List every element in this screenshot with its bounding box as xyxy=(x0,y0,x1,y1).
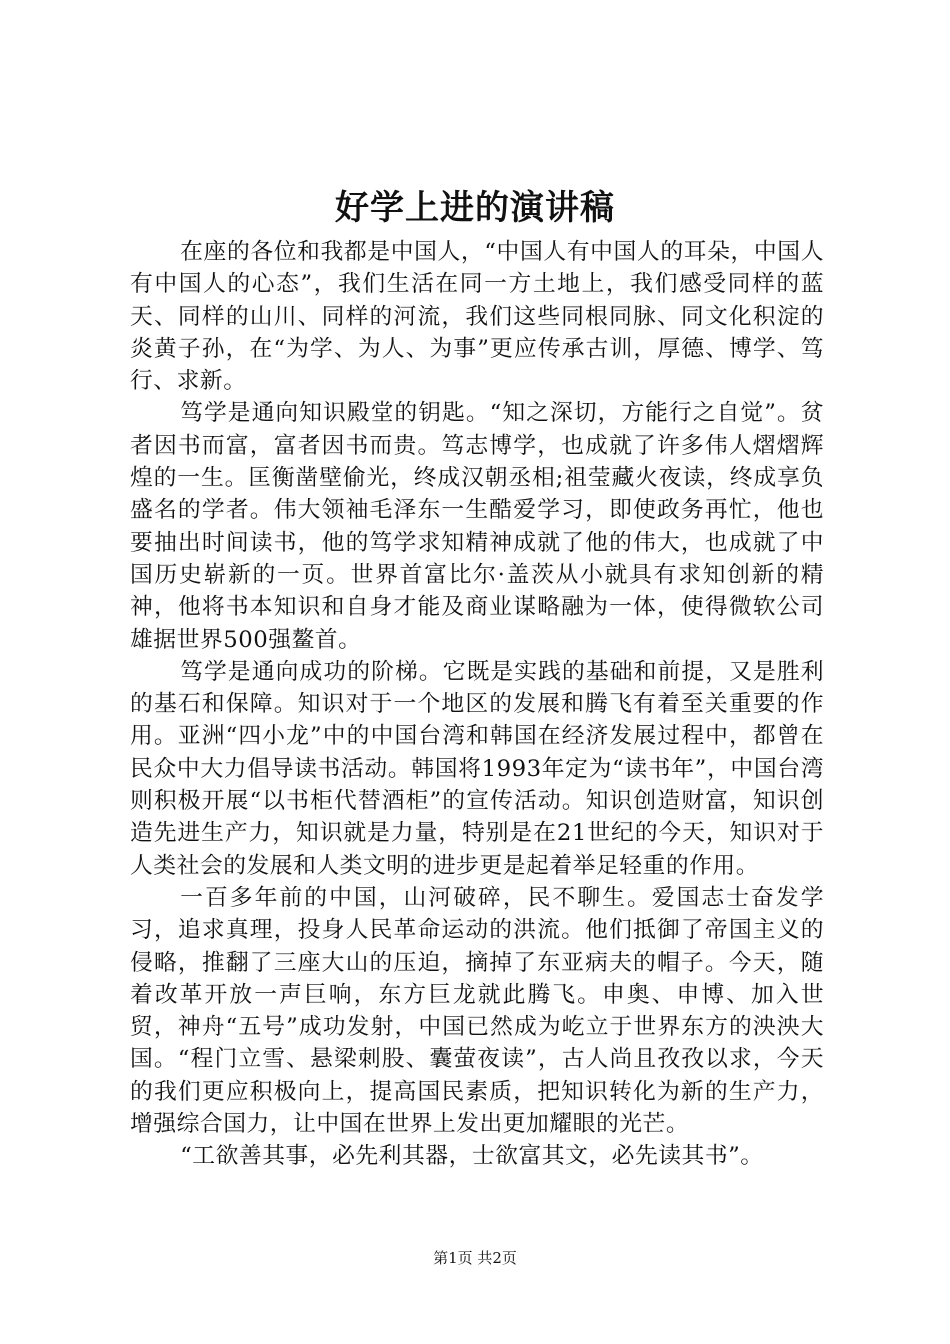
paragraph-5: “工欲善其事，必先利其器，士欲富其文，必先读其书”。 xyxy=(180,1143,764,1170)
document-body xyxy=(130,236,824,1173)
page-number-footer: 第1页 共2页 xyxy=(433,1249,517,1267)
paragraph-1: 在座的各位和我都是中国人，“中国人有中国人的耳朵，中国人有中国人的心态”，我们生活在同一方土地上，我们感受同样的蓝天、同样的山川、同样的河流，我们这些同根同脉、同文化积淀的炎黄子孙，在“为学、为人、为事”更应传承古训，厚德、博学、笃行、求新。 xyxy=(130,239,824,395)
paragraph-3: 笃学是通向成功的阶梯。它既是实践的基础和前提，又是胜利的基石和保障。知识对于一个地区的发展和腾飞有着至关重要的作用。亚洲“四小龙”中的中国台湾和韩国在经济发展过程中，都曾在民众中大力倡导读书活动。韩国将1993年定为“读书年”，中国台湾则积极开展“以书柜代替酒柜”的宣传活动。知识创造财富，知识创造先进生产力，知识就是力量，特别是在21世纪的今天，知识对于人类社会的发展和人类文明的进步更是起着举足轻重的作用。 xyxy=(130,658,824,879)
paragraph-4: 一百多年前的中国，山河破碎，民不聊生。爱国志士奋发学习，追求真理，投身人民革命运动的洪流。他们抵御了帝国主义的侵略，推翻了三座大山的压迫，摘掉了东亚病夫的帽子。今天，随着改革开放一声巨响，东方巨龙就此腾飞。申奥、申博、加入世贸，神舟“五号”成功发射，中国已然成为屹立于世界东方的泱泱大国。“程门立雪、悬梁刺股、囊萤夜读”，古人尚且孜孜以求，今天的我们更应积极向上，提高国民素质，把知识转化为新的生产力，增强综合国力，让中国在世界上发出更加耀眼的光芒。 xyxy=(130,884,824,1138)
paragraph-2: 笃学是通向知识殿堂的钥匙。“知之深切，方能行之自觉”。贫者因书而富，富者因书而贵。笃志博学，也成就了许多伟人熠熠辉煌的一生。匡衡凿壁偷光，终成汉朝丞相;祖莹藏火夜读，终成享负盛名的学者。伟大领袖毛泽东一生酷爱学习，即使政务再忙，他也要抽出时间读书，他的笃学求知精神成就了他的伟大，也成就了中国历史崭新的一页。世界首富比尔·盖茨从小就具有求知创新的精神，他将书本知识和自身才能及商业谋略融为一体，使得微软公司雄据世界500强鳌首。 xyxy=(130,400,824,653)
document-title: 好学上进的演讲稿 xyxy=(335,188,615,228)
